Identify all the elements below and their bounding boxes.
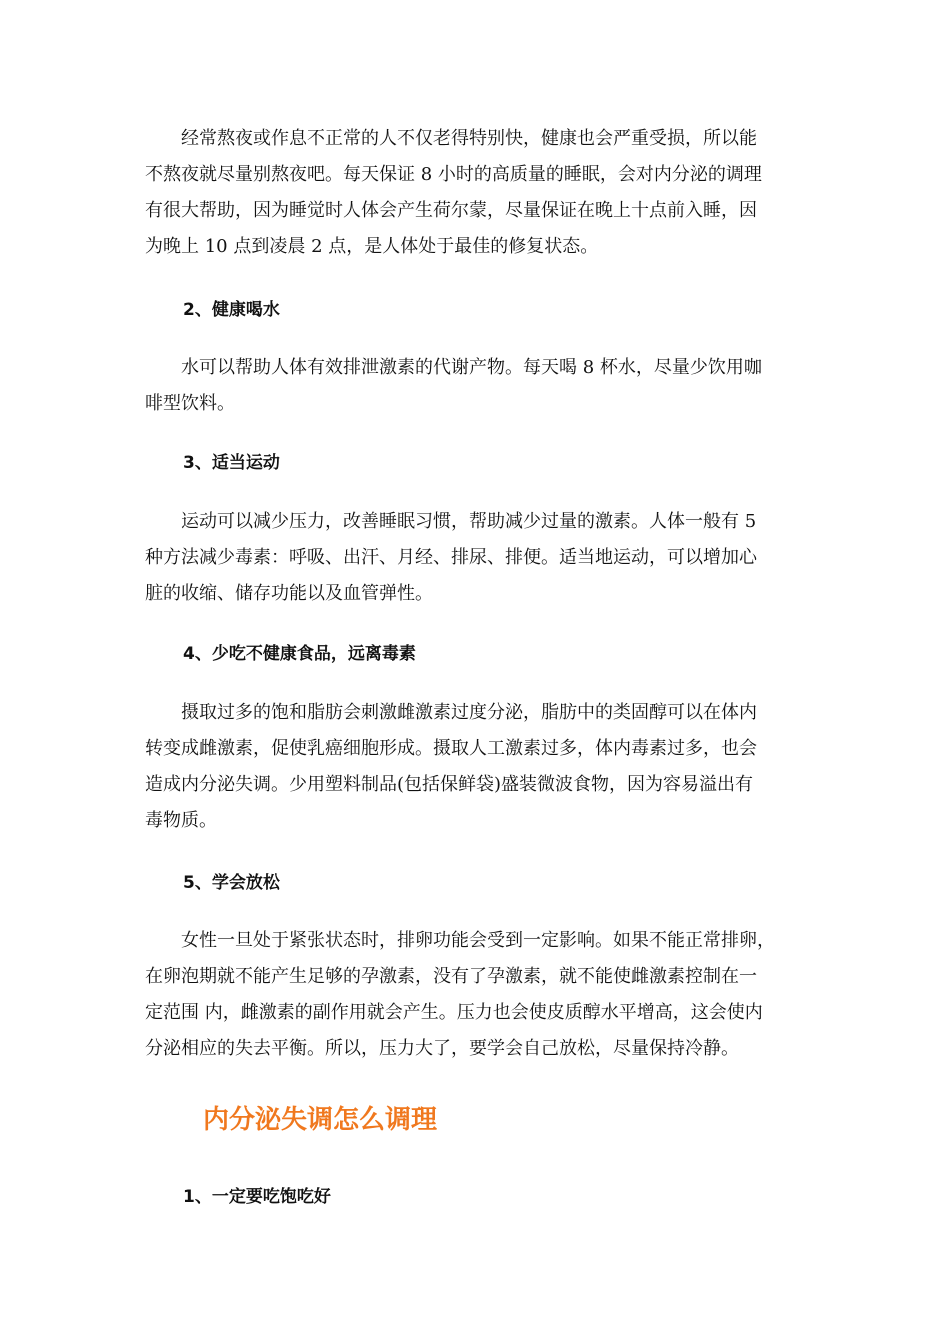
heading-exercise: 3、适当运动 — [183, 453, 280, 473]
heading-healthy-water: 2、健康喝水 — [183, 300, 280, 320]
paragraph-food — [145, 695, 810, 839]
text-line: 脏的收缩、储存功能以及血管弹性。 — [145, 583, 433, 604]
text-line: 分泌相应的失去平衡。所以，压力大了，要学会自己放松，尽量保持冷静。 — [145, 1038, 739, 1059]
paragraph-sleep — [145, 121, 810, 265]
paragraph-exercise — [145, 504, 810, 612]
heading-eat-well: 1、一定要吃饱吃好 — [183, 1187, 331, 1207]
text-line: 有很大帮助，因为睡觉时人体会产生荷尔蒙，尽量保证在晚上十点前入睡，因 — [145, 200, 757, 221]
paragraph-water — [145, 350, 810, 422]
text-line: 摄取过多的饱和脂肪会刺激雌激素过度分泌，脂肪中的类固醇可以在体内 — [145, 702, 757, 723]
text-line: 水可以帮助人体有效排泄激素的代谢产物。每天喝 8 杯水，尽量少饮用咖 — [145, 357, 762, 378]
heading-food: 4、少吃不健康食品，远离毒素 — [183, 644, 416, 664]
section-title: 内分泌失调怎么调理 — [203, 1105, 438, 1135]
text-line: 定范围 内，雌激素的副作用就会产生。压力也会使皮质醇水平增高，这会使内 — [145, 1002, 763, 1023]
text-line: 在卵泡期就不能产生足够的孕激素，没有了孕激素，就不能使雌激素控制在一 — [145, 966, 757, 987]
text-line: 造成内分泌失调。少用塑料制品(包括保鲜袋)盛装微波食物，因为容易溢出有 — [145, 774, 754, 795]
paragraph-relax — [145, 923, 810, 1067]
text-line: 为晚上 10 点到凌晨 2 点，是人体处于最佳的修复状态。 — [145, 236, 599, 257]
text-line: 经常熬夜或作息不正常的人不仅老得特别快，健康也会严重受损，所以能 — [145, 128, 757, 149]
text-line: 种方法减少毒素：呼吸、出汗、月经、排尿、排便。适当地运动，可以增加心 — [145, 547, 757, 568]
text-line: 啡型饮料。 — [145, 393, 235, 414]
text-line: 不熬夜就尽量别熬夜吧。每天保证 8 小时的高质量的睡眠，会对内分泌的调理 — [145, 164, 762, 185]
text-line: 转变成雌激素，促使乳癌细胞形成。摄取人工激素过多，体内毒素过多，也会 — [145, 738, 757, 759]
text-line: 运动可以减少压力，改善睡眠习惯，帮助减少过量的激素。人体一般有 5 — [145, 511, 757, 532]
text-line: 毒物质。 — [145, 810, 217, 831]
text-line: 女性一旦处于紧张状态时，排卵功能会受到一定影响。如果不能正常排卵， — [145, 930, 775, 951]
heading-relax: 5、学会放松 — [183, 873, 280, 893]
